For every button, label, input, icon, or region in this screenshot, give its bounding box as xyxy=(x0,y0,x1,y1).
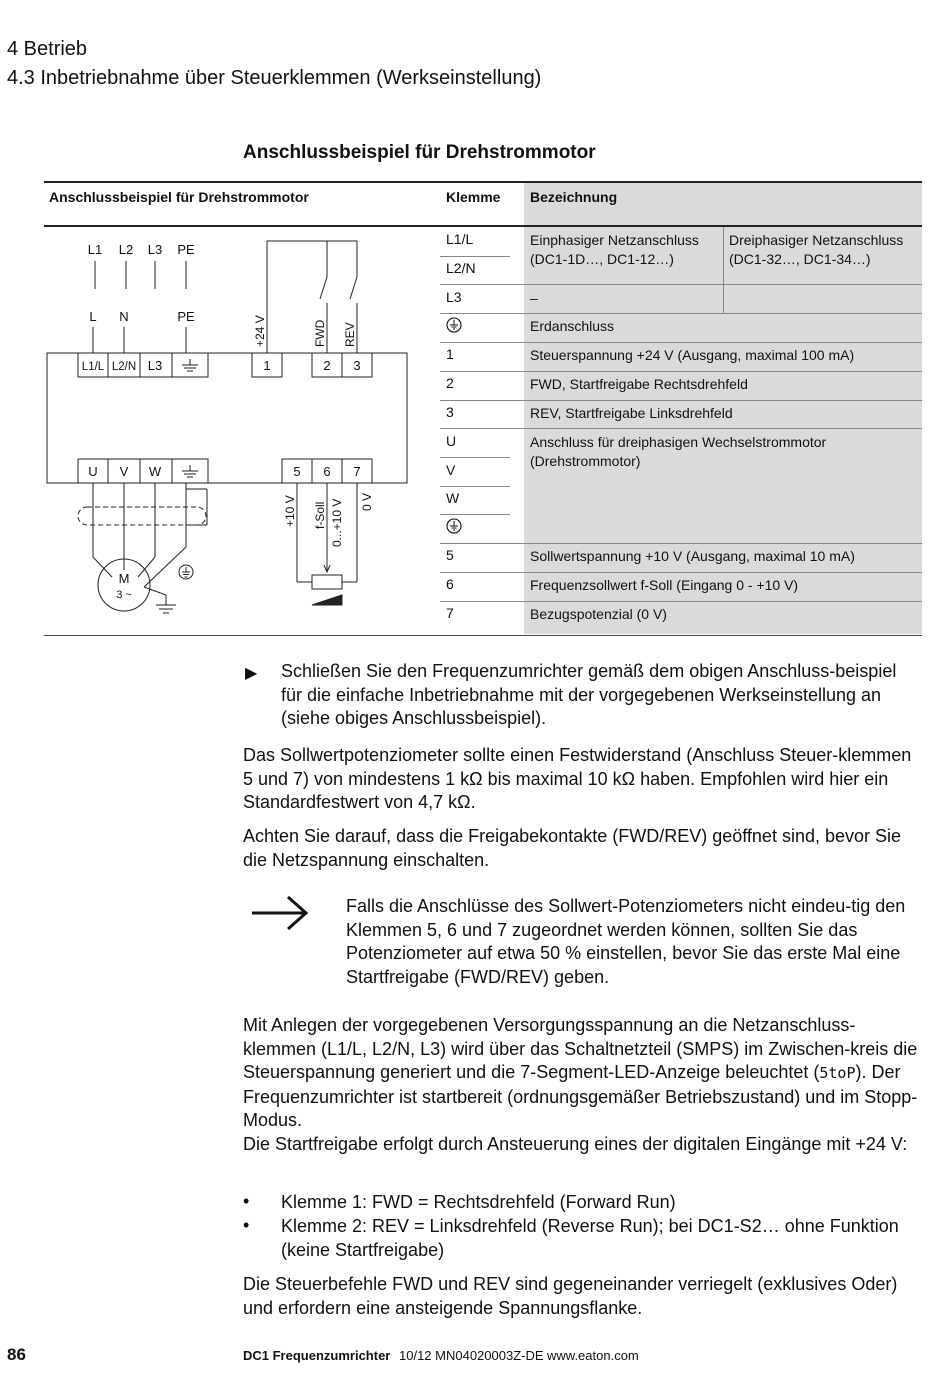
motor-label: M xyxy=(118,571,130,586)
terminal-1: 1 xyxy=(446,346,454,362)
terminal-l1: L1/L xyxy=(446,231,474,247)
ground-symbol-icon xyxy=(182,359,198,371)
desc-5: Sollwertspannung +10 V (Ausgang, maximal 10 mA) xyxy=(530,548,855,564)
mains-l1-label: L1 xyxy=(87,242,103,257)
label-range: 0...+10 V xyxy=(330,498,344,547)
section-heading: 4.3 Inbetriebnahme über Steuerklemmen (Werkseinstellung) xyxy=(7,67,542,89)
ctrl-term-1: 1 xyxy=(263,358,271,373)
bullet-item-1: Klemme 1: FWD = Rechtsdrehfeld (Forward Run) xyxy=(281,1192,676,1212)
terminal-7: 7 xyxy=(446,605,454,621)
paragraph-2: Achten Sie darauf, dass die Freigabekontakte (FWD/REV) geöffnet sind, bevor Sie die Netzspannung einschalten. xyxy=(243,826,902,870)
desc-single-phase: Einphasiger Netzanschluss (DC1-1D…, DC1-12…) xyxy=(530,232,699,267)
terminal-6: 6 xyxy=(446,576,454,592)
desc-uvw: Anschluss für dreiphasigen Wechselstrommotor (Drehstrommotor) xyxy=(530,434,827,469)
ctrl-term-3: 3 xyxy=(353,358,361,373)
mains-l2-label: L2 xyxy=(118,242,134,257)
paragraph-1: Das Sollwertpotenziometer sollte einen Festwiderstand (Anschluss Steuer-klemmen 5 und 7) von mindestens 1 kΩ bis maximal 10 kΩ haben. Empfohlen wird hier ein Standardfestwert von 4,7 kΩ. xyxy=(243,745,912,812)
mid-l-label: L xyxy=(89,309,97,324)
bullet-item-2: Klemme 2: REV = Linksdrehfeld (Reverse Run); bei DC1-S2… ohne Funktion (keine Startfreigabe) xyxy=(281,1216,899,1260)
desc-1: Steuerspannung +24 V (Ausgang, maximal 100 mA) xyxy=(530,347,855,363)
page-number: 86 xyxy=(7,1345,26,1364)
paragraph-4: Die Steuerbefehle FWD und REV sind gegeneinander verriegelt (exklusives Oder) und erfordern eine ansteigende Spannungsflanke. xyxy=(243,1274,898,1318)
terminal-2: 2 xyxy=(446,375,454,391)
paragraph-3-b: ). Der Frequenzumrichter ist startbereit (ordnungsgemäßer Betriebszustand) und im Stopp-Modus. xyxy=(243,1062,918,1130)
ground-symbol-icon xyxy=(182,465,198,477)
out-term-u: U xyxy=(88,464,98,479)
ctrl-term-6: 6 xyxy=(323,464,331,479)
desc-pe: Erdanschluss xyxy=(530,318,615,334)
mains-pe-label: PE xyxy=(177,242,195,257)
label-fwd: FWD xyxy=(313,319,327,347)
seven-segment-text: 5toP xyxy=(819,1064,856,1082)
motor-sub-label: 3 ~ xyxy=(116,589,132,601)
terminal-3: 3 xyxy=(446,404,454,420)
instruction-text: Schließen Sie den Frequenzumrichter gemäß dem obigen Anschluss-beispiel für die einfache Inbetriebnahme mit der vorgegebenen Werkseinstellung an (siehe obiges Anschlussbeispiel). xyxy=(281,661,897,728)
footer-product: DC1 Frequenzumrichter xyxy=(243,1348,391,1363)
mid-pe-label: PE xyxy=(177,309,195,324)
earth-ground-icon xyxy=(446,518,462,537)
desc-3: REV, Startfreigabe Linksdrehfeld xyxy=(530,405,733,421)
label-10v: +10 V xyxy=(283,495,297,527)
terminal-l2: L2/N xyxy=(446,260,476,276)
desc-7: Bezugspotenzial (0 V) xyxy=(530,606,667,622)
earth-ground-icon xyxy=(179,565,193,579)
mid-n-label: N xyxy=(119,309,129,324)
terminal-l3: L3 xyxy=(446,289,462,305)
label-fsoll: f-Soll xyxy=(313,501,327,529)
mains-l3-label: L3 xyxy=(147,242,163,257)
terminal-w: W xyxy=(446,490,460,506)
col-header-example: Anschlussbeispiel für Drehstrommotor xyxy=(49,189,309,205)
desc-three-phase: Dreiphasiger Netzanschluss (DC1-32…, DC1-34…) xyxy=(729,232,904,267)
ctrl-term-7: 7 xyxy=(353,464,361,479)
note-arrow-icon xyxy=(248,893,312,938)
connection-table xyxy=(44,181,922,636)
terminal-v: V xyxy=(446,462,456,478)
paragraph-3-a: Mit Anlegen der vorgegebenen Versorgungsspannung an die Netzanschluss-klemmen (L1/L, L2/N, L3) wird über das Schaltnetzteil (SMPS) im Zwischen-kreis die Steuerspannung generiert und die 7-Segment-LED-Anzeige beleuchtet ( xyxy=(243,1015,918,1082)
col-header-terminal: Klemme xyxy=(446,189,501,205)
footer-doc: 10/12 MN04020003Z-DE xyxy=(399,1348,544,1363)
figure-caption: Anschlussbeispiel für Drehstrommotor xyxy=(243,142,596,163)
in-term-l1: L1/L xyxy=(81,361,105,373)
desc-2: FWD, Startfreigabe Rechtsdrehfeld xyxy=(530,376,748,392)
paragraph-3-c: Die Startfreigabe erfolgt durch Ansteuerung eines der digitalen Eingänge mit +24 V: xyxy=(243,1133,908,1154)
out-term-w: W xyxy=(148,464,162,479)
in-term-l3: L3 xyxy=(147,358,163,373)
wiring-diagram xyxy=(44,227,424,632)
footer-url: www.eaton.com xyxy=(547,1348,639,1363)
desc-l3: – xyxy=(530,290,538,306)
terminal-u: U xyxy=(446,433,457,449)
out-term-v: V xyxy=(119,464,129,479)
ctrl-term-5: 5 xyxy=(293,464,301,479)
desc-6: Frequenzsollwert f-Soll (Eingang 0 - +10 V) xyxy=(530,577,799,593)
earth-ground-icon xyxy=(446,317,462,336)
instruction-arrow-icon: ▶ xyxy=(245,665,258,682)
note-text: Falls die Anschlüsse des Sollwert-Potenziometers nicht eindeu-tig den Klemmen 5, 6 und 7 zugeordnet werden können, sollten Sie das Potenziometer auf etwa 50 % einstellen, bevor Sie das erste Mal eine Startfreigabe (FWD/REV) geben. xyxy=(346,896,906,987)
label-0v: 0 V xyxy=(360,492,374,511)
col-header-description: Bezeichnung xyxy=(530,189,618,205)
label-rev: REV xyxy=(343,322,357,347)
chapter-heading: 4 Betrieb xyxy=(7,38,88,60)
paragraph-3 xyxy=(243,1014,923,1156)
ctrl-term-2: 2 xyxy=(323,358,331,373)
label-24v: +24 V xyxy=(253,315,267,347)
in-term-l2: L2/N xyxy=(111,361,137,373)
table-header xyxy=(44,183,922,227)
terminal-5: 5 xyxy=(446,547,454,563)
